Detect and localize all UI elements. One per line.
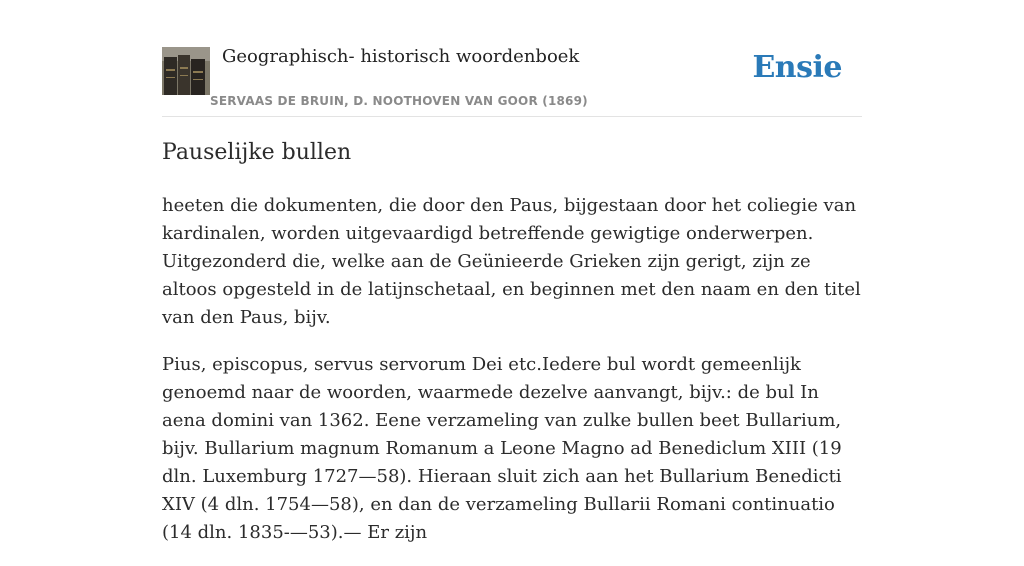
- entry-body: [162, 192, 862, 566]
- book-cover-avatar[interactable]: [162, 47, 210, 95]
- entry-paragraph: Pius, episcopus, servus servorum Dei etc.Iedere bul wordt gemeenlijk genoemd naar de woorden, waarmede dezelve aanvangt, bijv.: de bul In aena domini van 1362. Eene verzameling van zulke bullen beet Bullarium, bijv. Bullarium magnum Romanum a Leone Magno ad Benediclum XIII (19 dln. Luxemburg 1727—58). Hieraan sluit zich aan het Bullarium Benedicti XIV (4 dln. 1754—58), en dan de verzameling Bullarii Romani continuatio (14 dln. 1835-—53).— Er zijn: [162, 354, 842, 543]
- entry-title: Pauselijke bullen: [162, 140, 352, 165]
- book-title[interactable]: Geographisch- historisch woordenboek: [222, 46, 580, 67]
- ensie-logo[interactable]: Ensie: [752, 50, 842, 85]
- book-spines-icon: [162, 47, 210, 95]
- entry-paragraph: heeten die dokumenten, die door den Paus, bijgestaan door het coliegie van kardinalen, worden uitgevaardigd betreffende gewigtige onderwerpen. Uitgezonderd die, welke aan de Geünieerde Grieken zijn gerigt, zijn ze altoos opgesteld in de latijnschetaal, en beginnen met den naam en den titel van den Paus, bijv.: [162, 195, 861, 328]
- header: [162, 0, 862, 117]
- page: [162, 0, 862, 543]
- book-author-year: SERVAAS DE BRUIN, D. NOOTHOVEN VAN GOOR (1869): [210, 94, 588, 108]
